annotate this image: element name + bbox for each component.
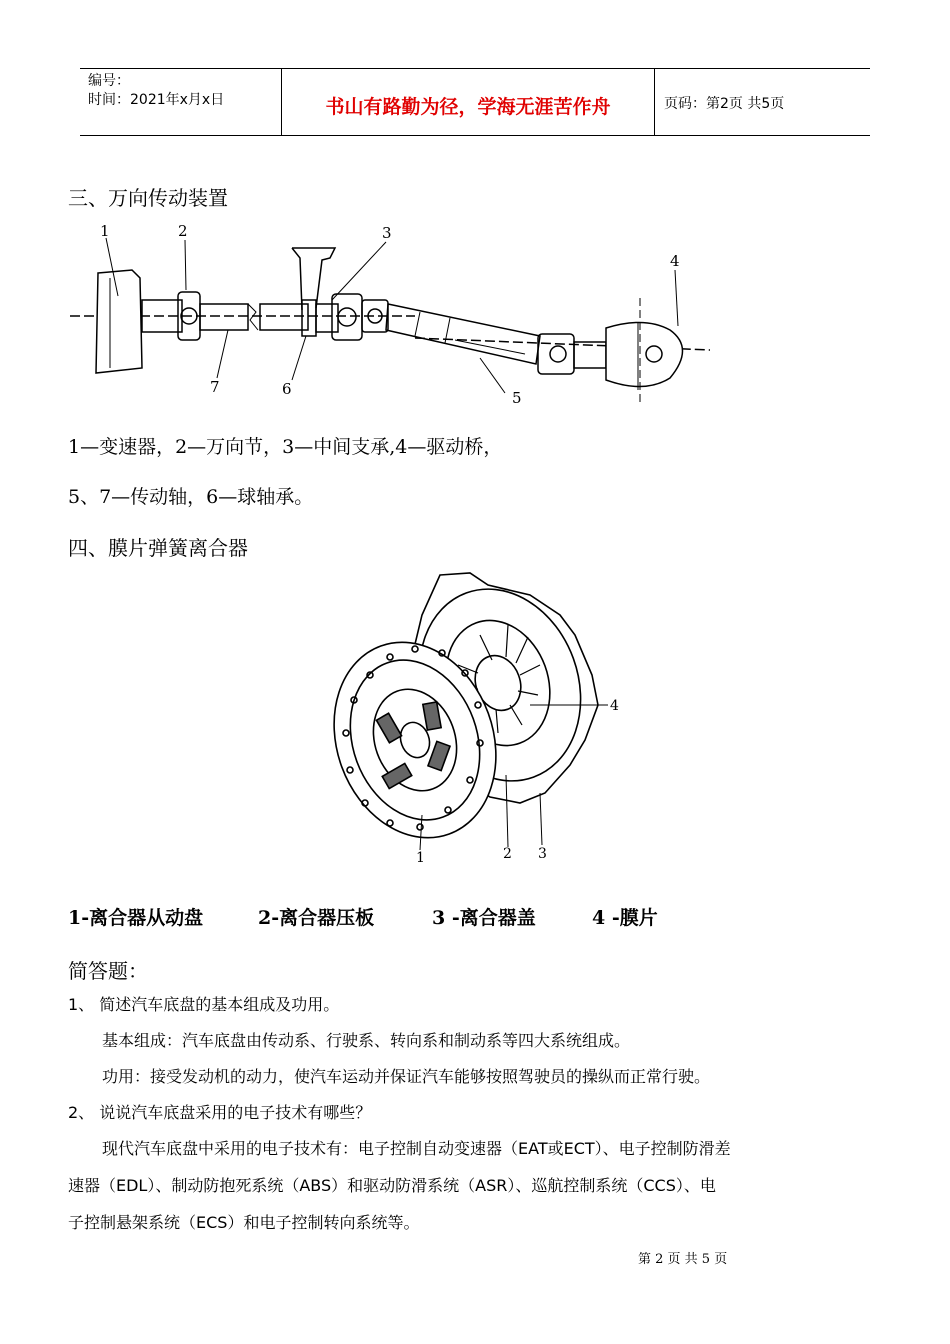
header-top-rule [80, 68, 870, 69]
driveshaft-diagram [70, 218, 720, 413]
question-1: 1、 简述汽车底盘的基本组成及功用。 [68, 995, 340, 1014]
page-info: 页码：第2页 共5页 [664, 96, 785, 112]
page-footer: 第 2 页 共 5 页 [638, 1252, 728, 1267]
clutch-diagram [330, 565, 630, 865]
figure-number: 6 [282, 380, 292, 398]
question-2: 2、 说说汽车底盘采用的电子技术有哪些？ [68, 1103, 372, 1122]
header-divider [654, 68, 655, 135]
section-title-universal-joint: 三、万向传动装置 [68, 186, 228, 210]
figure-number: 2 [503, 846, 512, 862]
figure-number: 4 [610, 698, 619, 714]
legend-item: 4 -膜片 [592, 907, 658, 929]
legend-line: 1—变速器，2—万向节，3—中间支承,4—驱动桥， [68, 436, 503, 458]
answer-2-line: 现代汽车底盘中采用的电子技术有：电子控制自动变速器（EAT或ECT）、电子控制防滑差 [102, 1139, 731, 1158]
legend-item: 2-离合器压板 [258, 907, 375, 929]
section-title-clutch: 四、膜片弹簧离合器 [68, 536, 248, 560]
legend-item: 3 -离合器盖 [432, 907, 536, 929]
figure-number: 3 [382, 224, 392, 242]
doc-number-label: 编号： [88, 73, 130, 89]
figure-number: 3 [538, 846, 547, 862]
doc-date-label: 时间：2021年x月x日 [88, 92, 225, 108]
answer-1-function: 功用：接受发动机的动力，使汽车运动并保证汽车能够按照驾驶员的操纵而正常行驶。 [102, 1067, 711, 1086]
legend-line: 5、7—传动轴，6—球轴承。 [68, 486, 314, 508]
header-motto: 书山有路勤为径，学海无涯苦作舟 [325, 96, 611, 118]
figure-number: 1 [100, 222, 110, 240]
figure-number: 2 [178, 222, 188, 240]
answer-2-line: 子控制悬架系统（ECS）和电子控制转向系统等。 [68, 1213, 420, 1232]
header-bottom-rule [80, 135, 870, 136]
answer-2-line: 速器（EDL）、制动防抱死系统（ABS）和驱动防滑系统（ASR）、巡航控制系统（CCS）、电 [68, 1176, 716, 1195]
figure-number: 7 [210, 378, 220, 396]
figure-number: 4 [670, 252, 680, 270]
qa-heading: 简答题： [68, 959, 148, 983]
answer-1-composition: 基本组成：汽车底盘由传动系、行驶系、转向系和制动系等四大系统组成。 [102, 1031, 631, 1050]
legend-item: 1-离合器从动盘 [68, 907, 204, 929]
figure-number: 5 [512, 389, 522, 407]
figure-number: 1 [416, 850, 425, 865]
